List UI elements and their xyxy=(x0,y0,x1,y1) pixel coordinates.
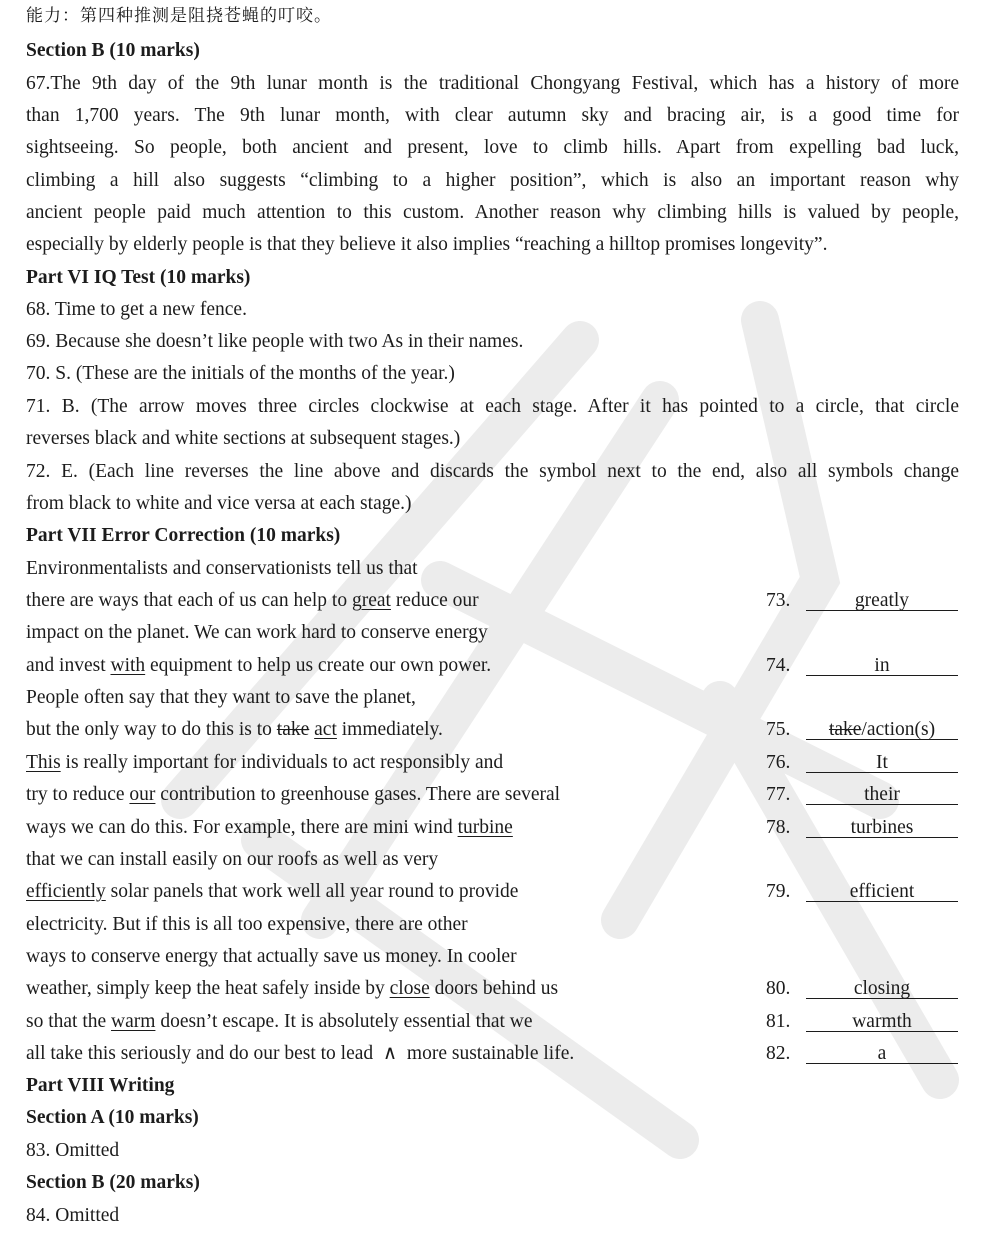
q83-answer: 83. Omitted xyxy=(26,1140,120,1161)
section-a-heading: Section A (10 marks) xyxy=(26,1107,199,1128)
answer-blank: turbines xyxy=(806,818,958,838)
q70-answer: 70. S. (These are the initials of the months of the year.) xyxy=(26,363,455,384)
part-7-heading: Part VII Error Correction (10 marks) xyxy=(26,525,341,546)
passage-line-2: there are ways that each of us can help to great reduce our xyxy=(26,590,479,611)
q84-answer: 84. Omitted xyxy=(26,1205,120,1226)
q72-answer-line-2: from black to white and vice versa at each stage.) xyxy=(26,493,412,514)
passage-line-14: weather, simply keep the heat safely inside by close doors behind us xyxy=(26,978,559,999)
passage-line-16: all take this seriously and do our best to lead ∧ more sustainable life. xyxy=(26,1043,575,1064)
passage-line-15: so that the warm doesn’t escape. It is absolutely essential that we xyxy=(26,1011,533,1032)
passage-line-4: and invest with equipment to help us create our own power. xyxy=(26,655,492,676)
q68-answer: 68. Time to get a new fence. xyxy=(26,299,247,320)
answer-82: 82. a xyxy=(766,1042,960,1066)
answer-blank: It xyxy=(806,753,958,773)
error-word: This xyxy=(26,752,61,773)
passage-line-1: Environmentalists and conservationists tell us that xyxy=(26,558,418,579)
passage-line-9: ways we can do this. For example, there are mini wind turbine xyxy=(26,817,513,838)
caret-insert-mark: ∧ xyxy=(382,1043,398,1064)
answer-79: 79. efficient xyxy=(766,880,960,904)
q67-line-1: 67.The 9th day of the 9th lunar month is the traditional Chongyang Festival, which has a history of more xyxy=(26,73,959,94)
answer-76: 76. It xyxy=(766,751,960,775)
error-word: warm xyxy=(111,1011,156,1032)
passage-line-13: ways to conserve energy that actually save us money. In cooler xyxy=(26,946,517,967)
struck-word: take xyxy=(276,719,310,740)
answer-74: 74. in xyxy=(766,654,960,678)
passage-line-7: This is really important for individuals to act responsibly and xyxy=(26,752,504,773)
error-word: efficiently xyxy=(26,881,106,902)
section-b-writing-heading: Section B (20 marks) xyxy=(26,1172,200,1193)
passage-line-8: try to reduce our contribution to greenhouse gases. There are several xyxy=(26,784,561,805)
answer-78: 78. turbines xyxy=(766,816,960,840)
error-word: close xyxy=(389,978,430,999)
answer-blank: a xyxy=(806,1044,958,1064)
error-word: act xyxy=(314,719,337,740)
answer-73: 73. greatly xyxy=(766,589,960,613)
part-6-heading: Part VI IQ Test (10 marks) xyxy=(26,267,251,288)
answer-80: 80. closing xyxy=(766,977,960,1001)
answer-blank: efficient xyxy=(806,882,958,902)
passage-line-6: but the only way to do this is to take act immediately. xyxy=(26,719,443,740)
error-word: great xyxy=(351,590,391,611)
q67-line-2: than 1,700 years. The 9th lunar month, with clear autumn sky and bracing air, is a good time for xyxy=(26,105,959,126)
passage-line-3: impact on the planet. We can work hard to conserve energy xyxy=(26,622,488,643)
q67-line-6: especially by elderly people is that they believe it also implies “reaching a hilltop promises longevity”. xyxy=(26,234,828,255)
section-b-heading: Section B (10 marks) xyxy=(26,40,200,61)
passage-line-10: that we can install easily on our roofs as well as very xyxy=(26,849,439,870)
answer-blank: take/action(s) xyxy=(806,720,958,740)
answer-blank: greatly xyxy=(806,591,958,611)
answer-blank: closing xyxy=(806,979,958,999)
struck-word: take xyxy=(828,719,862,740)
passage-line-11: efficiently solar panels that work well all year round to provide xyxy=(26,881,519,902)
q67-line-5: ancient people paid much attention to this custom. Another reason why climbing hills is valued by people, xyxy=(26,202,959,223)
q67-line-4: climbing a hill also suggests “climbing to a higher position”, which is also an important reason why xyxy=(26,170,959,191)
answer-75: 75. take/action(s) xyxy=(766,718,960,742)
q71-answer-line-2: reverses black and white sections at subsequent stages.) xyxy=(26,428,461,449)
q71-answer-line-1: 71. B. (The arrow moves three circles clockwise at each stage. After it has pointed to a circle, that circle xyxy=(26,396,959,417)
part-8-heading: Part VIII Writing xyxy=(26,1075,175,1096)
q72-answer-line-1: 72. E. (Each line reverses the line above and discards the symbol next to the end, also all symbols change xyxy=(26,461,959,482)
answer-81: 81. warmth xyxy=(766,1010,960,1034)
q67-line-3: sightseeing. So people, both ancient and present, love to climb hills. Apart from expelling bad luck, xyxy=(26,137,959,158)
error-word: turbine xyxy=(457,817,513,838)
chinese-answer-line: 能力：第四种推测是阻挠苍蝇的叮咬。 xyxy=(26,6,332,26)
q69-answer: 69. Because she doesn’t like people with two As in their names. xyxy=(26,331,524,352)
answer-blank: in xyxy=(806,656,958,676)
error-word: with xyxy=(110,655,146,676)
passage-line-12: electricity. But if this is all too expensive, there are other xyxy=(26,914,468,935)
answer-blank: their xyxy=(806,785,958,805)
error-word: our xyxy=(129,784,156,805)
answer-77: 77. their xyxy=(766,783,960,807)
passage-line-5: People often say that they want to save the planet, xyxy=(26,687,416,708)
answer-blank: warmth xyxy=(806,1012,958,1032)
